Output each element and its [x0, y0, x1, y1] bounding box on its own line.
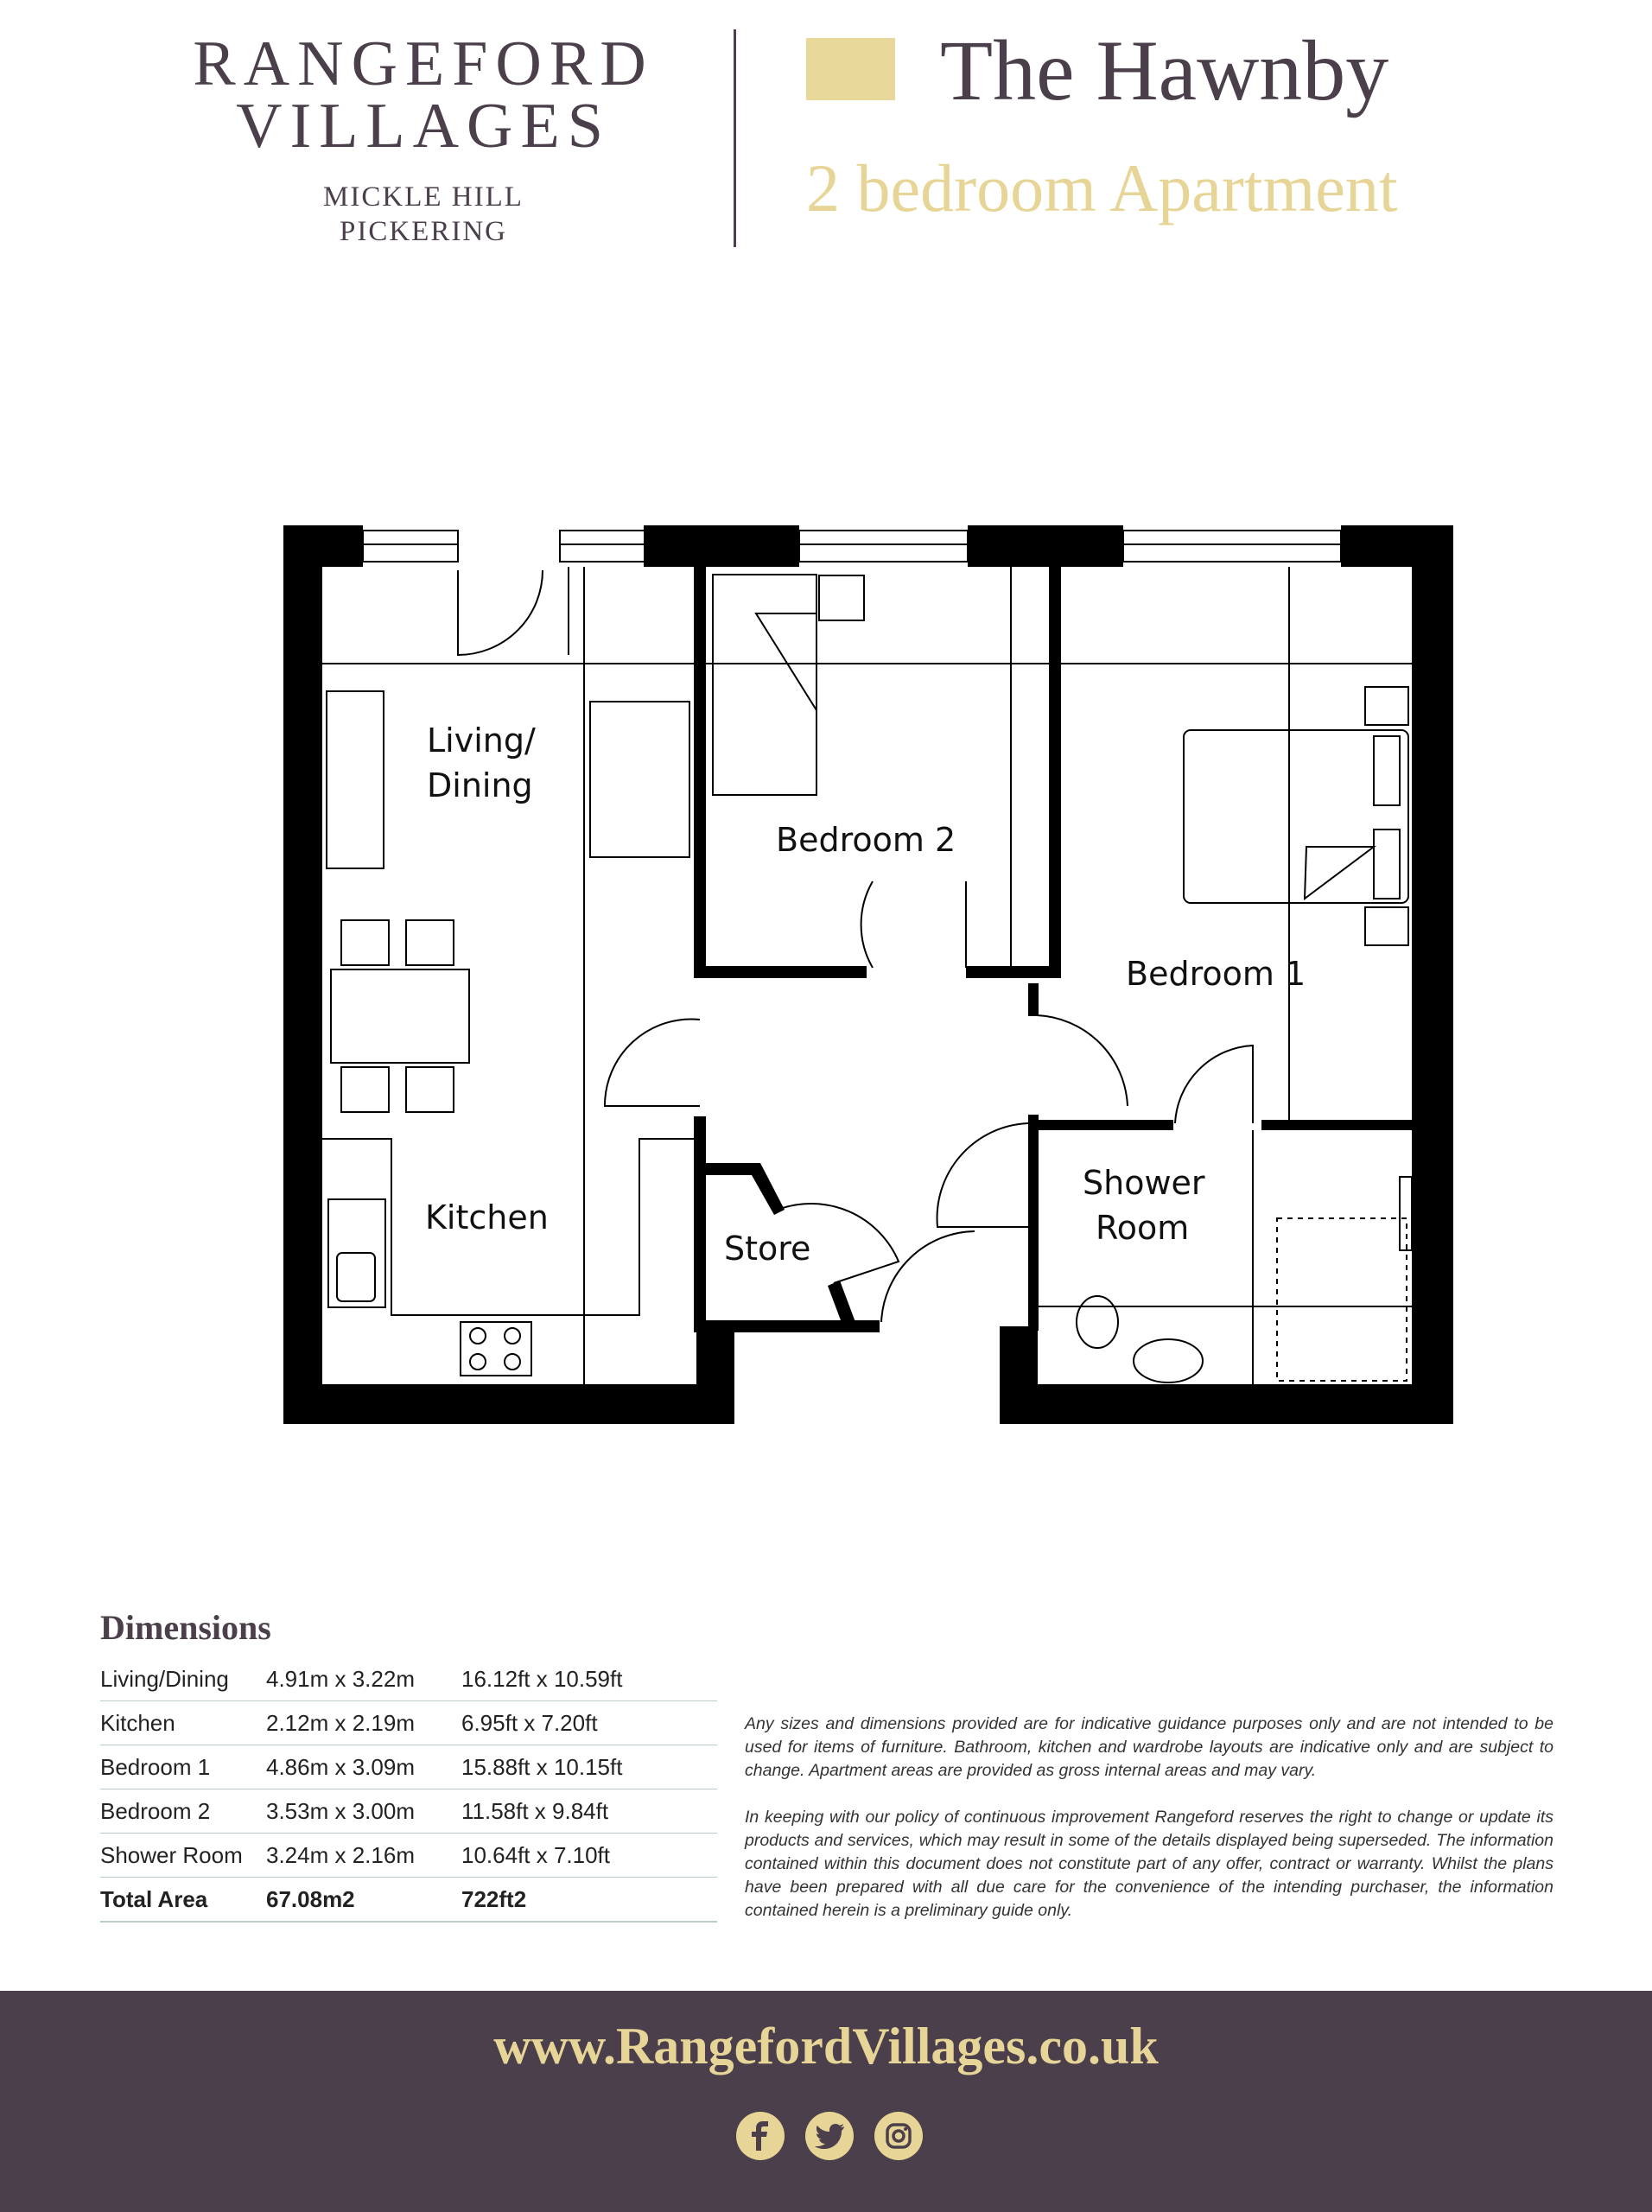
- table-row: [100, 1834, 717, 1878]
- floor-plan: [0, 501, 1652, 1443]
- dimensions-table: [100, 1657, 717, 1923]
- total-metric: 67.08m2: [266, 1878, 461, 1923]
- location-line2: PICKERING: [339, 216, 507, 247]
- disclaimer: [745, 1713, 1554, 1946]
- table-row: [100, 1657, 717, 1701]
- imperial-size: 6.95ft x 7.20ft: [461, 1701, 717, 1745]
- imperial-size: 11.58ft x 9.84ft: [461, 1789, 717, 1834]
- social-links: [736, 2112, 923, 2160]
- brand-name-line2: VILLAGES: [236, 91, 611, 162]
- location-line1: MICKLE HILL: [323, 181, 524, 213]
- property-type: 2 bedroom Apartment: [806, 150, 1398, 226]
- brand-name-line1: RANGEFORD: [193, 29, 654, 99]
- table-row: [100, 1701, 717, 1745]
- metric-size: 3.24m x 2.16m: [266, 1834, 461, 1878]
- total-label: Total Area: [100, 1878, 266, 1923]
- room-label-living-line2: Dining: [427, 766, 533, 804]
- room-label-bedroom2: Bedroom 2: [776, 821, 956, 859]
- room-label-bedroom1: Bedroom 1: [1126, 955, 1306, 993]
- property-name: The Hawnby: [940, 22, 1389, 118]
- header-divider: [734, 29, 736, 247]
- room-name: Living/Dining: [100, 1657, 266, 1701]
- imperial-size: 10.64ft x 7.10ft: [461, 1834, 717, 1878]
- colour-swatch: [806, 38, 895, 100]
- imperial-size: 15.88ft x 10.15ft: [461, 1745, 717, 1789]
- room-label-living-line1: Living/: [427, 721, 536, 760]
- table-row: [100, 1745, 717, 1789]
- total-imperial: 722ft2: [461, 1878, 717, 1923]
- room-label-shower-line1: Shower: [1083, 1164, 1205, 1202]
- metric-size: 4.91m x 3.22m: [266, 1657, 461, 1701]
- table-row: [100, 1789, 717, 1834]
- disclaimer-paragraph-1: Any sizes and dimensions provided are for indicative guidance purposes only and are not intended to be used for items of furniture. Bathroom, kitchen and wardrobe layouts are indicative only and are subject to change. Apartment areas are provided as gross internal areas and may vary.: [745, 1714, 1554, 1780]
- disclaimer-paragraph-2: In keeping with our policy of continuous improvement Rangeford reserves the right to change or update its products and services, which may result in some of the details displayed being superseded. The information contained within this document does not constitute part of any offer, contract or warranty. Whilst the plans have been prepared with all due care for the convenience of the intending purchaser, the information contained herein is a preliminary guide only.: [745, 1808, 1554, 1920]
- room-name: Kitchen: [100, 1701, 266, 1745]
- room-label-kitchen: Kitchen: [425, 1198, 549, 1236]
- room-label-store: Store: [724, 1230, 811, 1268]
- metric-size: 3.53m x 3.00m: [266, 1789, 461, 1834]
- footer: [0, 1991, 1652, 2212]
- room-name: Shower Room: [100, 1834, 266, 1878]
- twitter-icon[interactable]: [805, 2112, 854, 2160]
- imperial-size: 16.12ft x 10.59ft: [461, 1657, 717, 1701]
- metric-size: 2.12m x 2.19m: [266, 1701, 461, 1745]
- website-link[interactable]: www.RangefordVillages.co.uk: [493, 2018, 1159, 2075]
- dimensions-title: Dimensions: [100, 1608, 271, 1647]
- instagram-icon[interactable]: [874, 2112, 923, 2160]
- brand-logo: [164, 29, 683, 249]
- room-name: Bedroom 1: [100, 1745, 266, 1789]
- metric-size: 4.86m x 3.09m: [266, 1745, 461, 1789]
- room-name: Bedroom 2: [100, 1789, 266, 1834]
- room-label-shower-line2: Room: [1096, 1209, 1190, 1247]
- facebook-icon[interactable]: [736, 2112, 785, 2160]
- total-row: [100, 1878, 717, 1923]
